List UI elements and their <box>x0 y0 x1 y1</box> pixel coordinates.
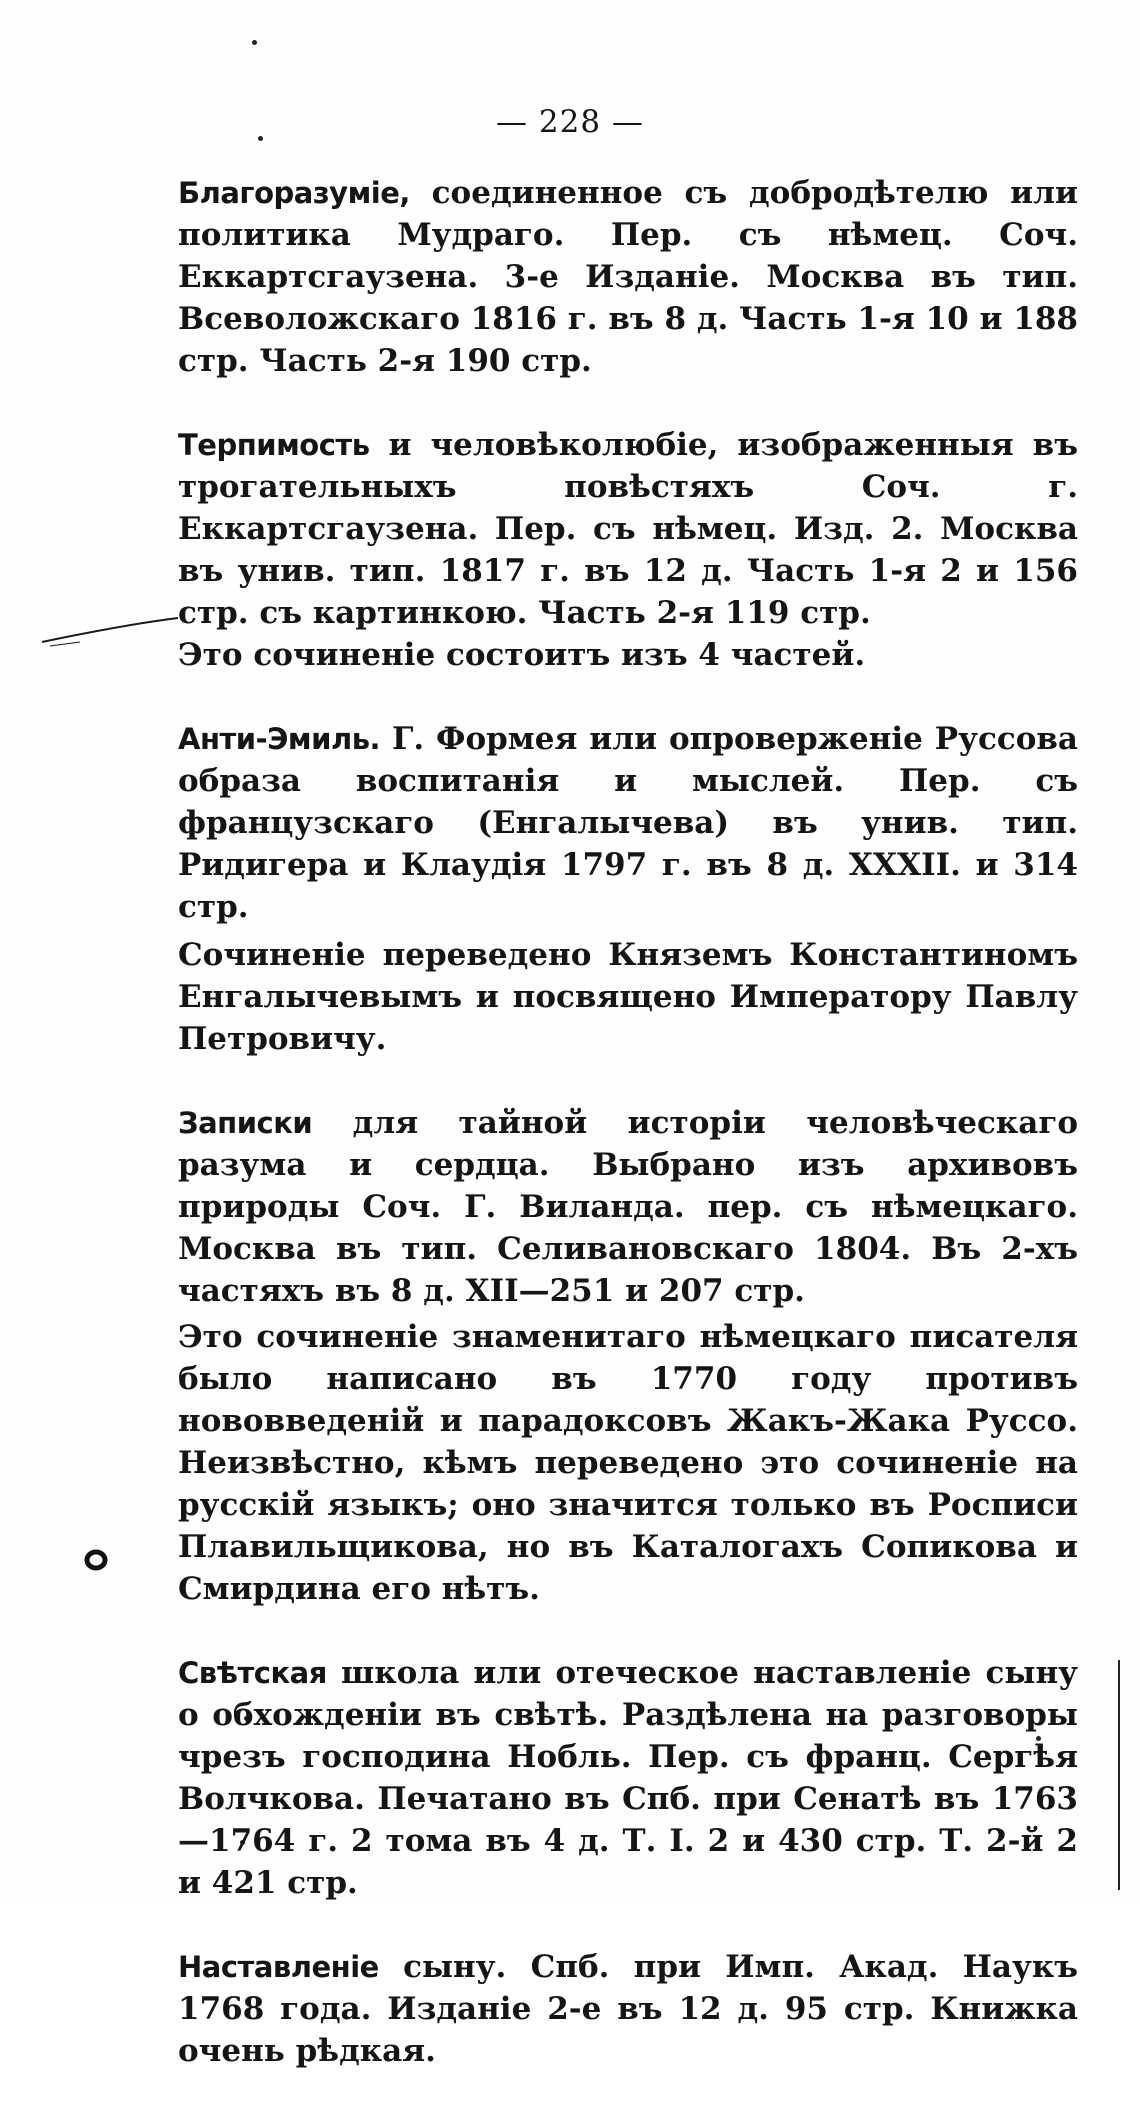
page-number: — 228 — <box>496 104 644 140</box>
entry-title: Терпимость <box>178 428 370 462</box>
margin-pen-stroke <box>40 612 180 652</box>
entry-description: Г. Формея или опроверженіе Руссова образа воспитанія и мыслей. Пер. съ французскаго (Енгалычева) въ унив. тип. Ридигера и Клаудія 1797 г. въ 8 д. XXXII. и 314 стр. <box>178 721 1078 925</box>
bibliography-text <box>178 172 1078 2114</box>
entry-anti-emil <box>178 718 1078 928</box>
margin-circle-mark <box>82 1548 110 1572</box>
speck <box>252 40 257 45</box>
entry-note: Это сочиненіе состоитъ изъ 4 частей. <box>178 637 866 673</box>
entry-title: Наставленіе <box>178 1950 379 1984</box>
entry-zapiski <box>178 1102 1078 1312</box>
entry-description: сыну. Спб. при Имп. Акад. Наукъ 1768 года. Изданіе 2-е въ 12 д. 95 стр. Книжка очень рѣдкая. <box>178 1949 1078 2069</box>
entry-blagorazumie <box>178 172 1078 382</box>
entry-description: и человѣколюбіе, изображенныя въ трогательныхъ повѣстяхъ Соч. г. Еккартсгаузена. Пер. съ нѣмец. Изд. 2. Москва въ унив. тип. 1817 г. въ 12 д. Часть 1-я 2 и 156 стр. съ картинкою. Часть 2-я 119 стр. <box>178 427 1078 631</box>
entry-description: школа или отеческое наставленіе сыну о обхожденіи въ свѣтѣ. Раздѣлена на разговоры чрезъ господина Нобль. Пер. съ франц. Сергѣя Волчкова. Печатано въ Спб. при Сенатѣ въ 1763—1764 г. 2 тома въ 4 д. Т. I. 2 и 430 стр. Т. 2-й 2 и 421 стр. <box>178 1655 1078 1901</box>
entry-description: соединенное съ добродѣтелю или политика Мудраго. Пер. съ нѣмец. Соч. Еккартсгаузена. 3-е Изданіе. Москва въ тип. Всеволожскаго 1816 г. въ 8 д. Часть 1-я 10 и 188 стр. Часть 2-я 190 стр. <box>178 175 1078 379</box>
entry-title: Свѣтская <box>178 1656 327 1690</box>
entry-nastavlenie <box>178 1946 1078 2072</box>
entry-title: Записки <box>178 1106 313 1140</box>
entry-title: Анти-Эмиль. <box>178 722 381 756</box>
entry-description: для тайной исторіи человѣческаго разума и сердца. Выбрано изъ архивовъ природы Соч. Г. Виланда. пер. съ нѣмецкаго. Москва въ тип. Селивановскаго 1804. Въ 2-хъ частяхъ въ 8 д. XII—251 и 207 стр. <box>178 1105 1078 1309</box>
scan-edge-line <box>1118 1660 1120 1890</box>
entry-note: Это сочиненіе знаменитаго нѣмецкаго писателя было написано въ 1770 году противъ нововведеній и парадоксовъ Жакъ-Жака Руссо. Неизвѣстно, кѣмъ переведено это сочиненіе на русскій языкъ; оно значится только въ Росписи Плавильщикова, но въ Каталогахъ Сопикова и Смирдина его нѣтъ. <box>178 1319 1078 1607</box>
entry-terpimost <box>178 424 1078 634</box>
entry-note: Сочиненіе переведено Княземъ Константиномъ Енгалычевымъ и посвящено Императору Павлу Петровичу. <box>178 937 1078 1057</box>
entry-svetskaya-shkola <box>178 1652 1078 1904</box>
entry-title: Благоразуміе, <box>178 176 410 210</box>
speck <box>258 136 263 141</box>
